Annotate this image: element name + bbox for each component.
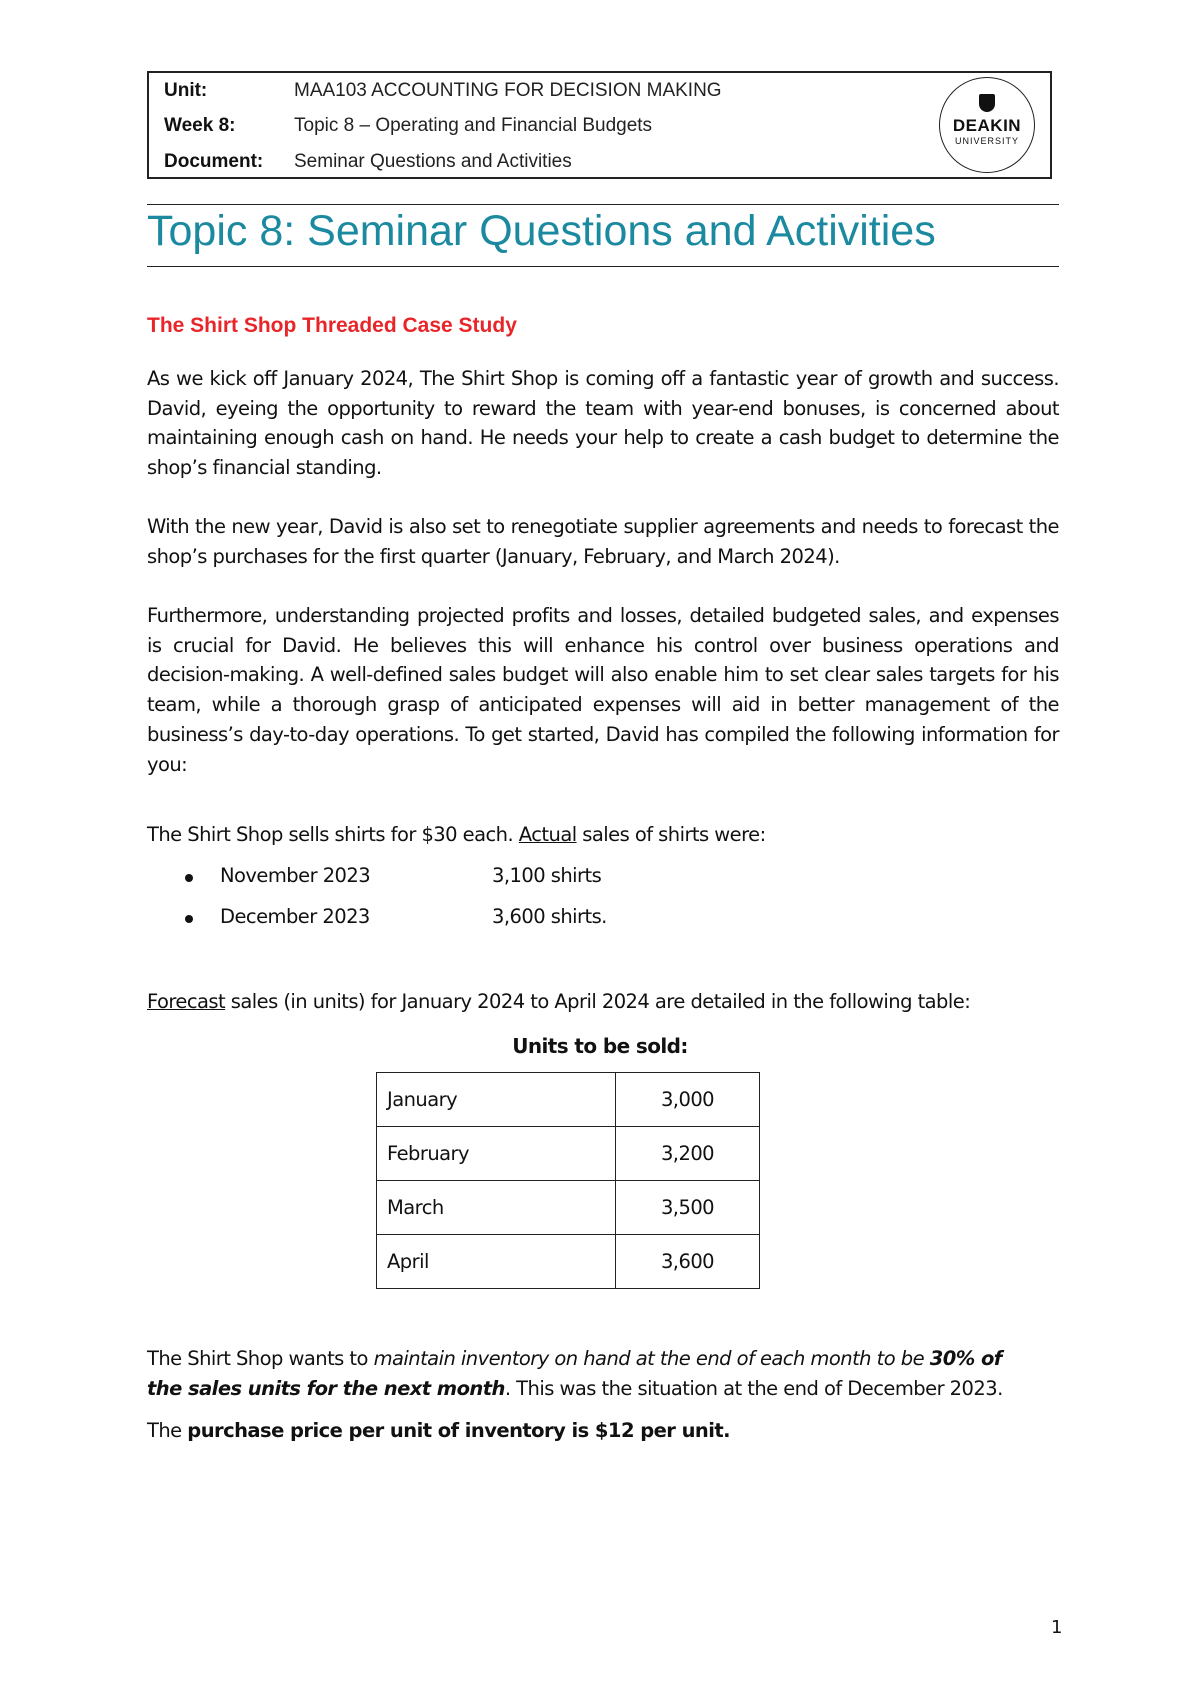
unit-value: MAA103 ACCOUNTING FOR DECISION MAKING [294,80,722,101]
bullet-icon [185,874,193,882]
table-cell-month: March [377,1181,616,1235]
logo-sub: UNIVERSITY [954,136,1019,146]
document-label: Document: [164,151,264,172]
price-start: The [147,1419,188,1442]
inventory-bold-italic-2: the sales units for the next month [147,1377,505,1400]
paragraph-intro: As we kick off January 2024, The Shirt Shop is coming off a fantastic year of growth and success. David, eyeing the opportunity to reward the team with year-end bonuses, is concerned about maintaining enough cash on hand. He needs your help to create a cash budget to determine the shop’s financial standing. [147,367,1059,480]
inventory-end: . This was the situation at the end of December 2023. [504,1377,1003,1400]
price-bold: purchase price per unit of inventory is $12 per unit. [187,1419,731,1442]
page-title: Topic 8: Seminar Questions and Activities [147,207,936,255]
table-cell-units: 3,500 [616,1181,760,1235]
header-box [147,71,1052,179]
inventory-italic: maintain inventory on hand at the end of each month to be [373,1347,930,1370]
inventory-line-1 [147,1347,1002,1370]
inventory-start: The Shirt Shop wants to [147,1347,374,1370]
document-value: Seminar Questions and Activities [294,151,572,172]
bullet-value: 3,600 shirts. [492,905,607,928]
units-table [376,1072,760,1289]
table-row [377,1181,760,1235]
forecast-intro [147,990,970,1013]
forecast-underlined: Forecast [147,990,226,1013]
forecast-intro-after: sales (in units) for January 2024 to April 2024 are detailed in the following table: [225,990,971,1013]
paragraph-suppliers: With the new year, David is also set to renegotiate supplier agreements and needs to forecast the shop’s purchases for the first quarter (January, February, and March 2024). [147,515,1059,568]
inventory-bold-italic-1: 30% of [929,1347,1002,1370]
actual-intro-after: sales of shirts were: [576,823,766,846]
title-rule-top [147,204,1059,205]
table-row [377,1127,760,1181]
table-row [377,1073,760,1127]
week-label: Week 8: [164,115,236,136]
table-caption: Units to be sold: [512,1034,688,1058]
table-cell-units: 3,200 [616,1127,760,1181]
paragraph-budgets: Furthermore, understanding projected profits and losses, detailed budgeted sales, and expenses is crucial for David. He believes this will enhance his control over business operations and decision-making. A well-defined sales budget will also enable him to set clear sales targets for his team, while a thorough grasp of anticipated expenses will aid in better management of the business’s day-to-day operations. To get started, David has compiled the following information for you: [147,604,1059,776]
page-number: 1 [1051,1617,1063,1638]
table-cell-month: February [377,1127,616,1181]
unit-label: Unit: [164,80,208,101]
table-cell-month: April [377,1235,616,1289]
section-heading: The Shirt Shop Threaded Case Study [147,314,517,337]
deakin-logo [939,77,1035,173]
bullet-month: December 2023 [220,905,370,928]
actual-intro-before: The Shirt Shop sells shirts for $30 each. [147,823,519,846]
week-value: Topic 8 – Operating and Financial Budgets [294,115,653,136]
inventory-line-2 [147,1377,1003,1400]
table-row [377,1235,760,1289]
title-rule-bottom [147,266,1059,267]
bullet-month: November 2023 [220,864,371,887]
crest-icon [979,94,995,112]
logo-name: DEAKIN [952,116,1022,135]
bullet-icon [185,915,193,923]
table-cell-units: 3,000 [616,1073,760,1127]
purchase-price-line [147,1419,730,1442]
table-cell-month: January [377,1073,616,1127]
actual-sales-intro [147,823,766,846]
bullet-value: 3,100 shirts [492,864,602,887]
table-cell-units: 3,600 [616,1235,760,1289]
actual-underlined: Actual [518,823,577,846]
